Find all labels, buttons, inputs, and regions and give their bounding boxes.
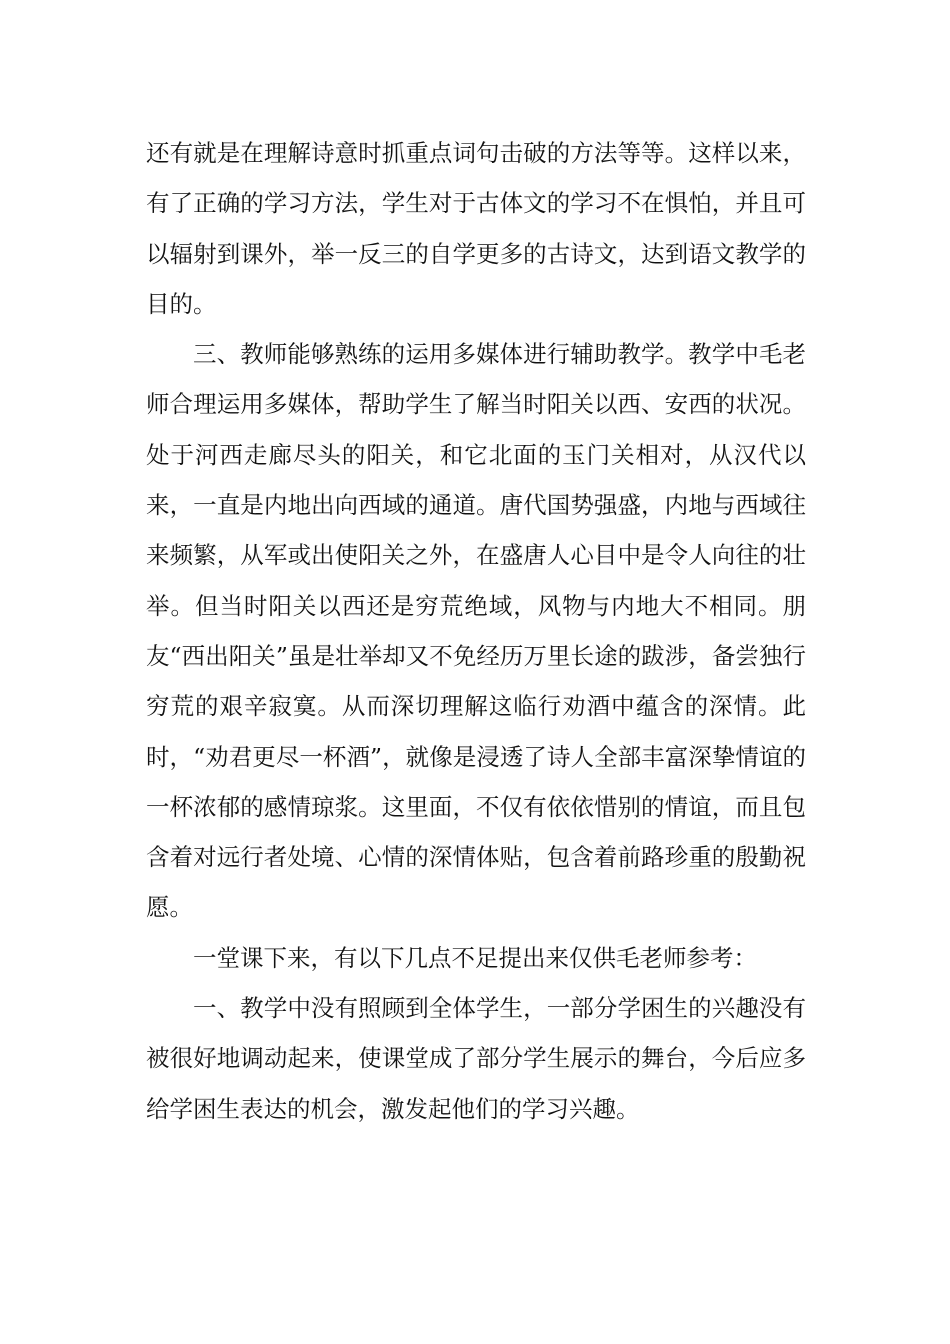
paragraph-shortcomings-intro: 一堂课下来，有以下几点不足提出来仅供毛老师参考：: [193, 943, 757, 972]
paragraph-continuation: 还有就是在理解诗意时抓重点词句击破的方法等等。这样以来，有了正确的学习方法，学生对于古体文的学习不在惧怕，并且可以辐射到课外，举一反三的自学更多的古诗文，达到语文教学的目的。: [146, 139, 806, 318]
paragraph-multimedia: 三、教师能够熟练的运用多媒体进行辅助教学。教学中毛老师合理运用多媒体，帮助学生了解当时阳关以西、安西的状况。处于河西走廊尽头的阳关，和它北面的玉门关相对，从汉代以来，一直是内地出向西域的通道。唐代国势强盛，内地与西域往来频繁，从军或出使阳关之外，在盛唐人心目中是令人向往的壮举。但当时阳关以西还是穷荒绝域，风物与内地大不相同。朋友“西出阳关”虽是壮举却又不免经历万里长途的跋涉，备尝独行穷荒的艰辛寂寞。从而深切理解这临行劝酒中蕴含的深情。此时，“劝君更尽一杯酒”，就像是浸透了诗人全部丰富深挚情谊的一杯浓郁的感情琼浆。这里面，不仅有依依惜别的情谊，而且包含着对远行者处境、心情的深情体贴，包含着前路珍重的殷勤祝愿。: [146, 340, 806, 922]
document-body: [146, 128, 806, 1134]
paragraph-shortcoming-one: 一、教学中没有照顾到全体学生，一部分学困生的兴趣没有被很好地调动起来，使课堂成了部分学生展示的舞台，今后应多给学困生表达的机会，激发起他们的学习兴趣。: [146, 994, 806, 1123]
